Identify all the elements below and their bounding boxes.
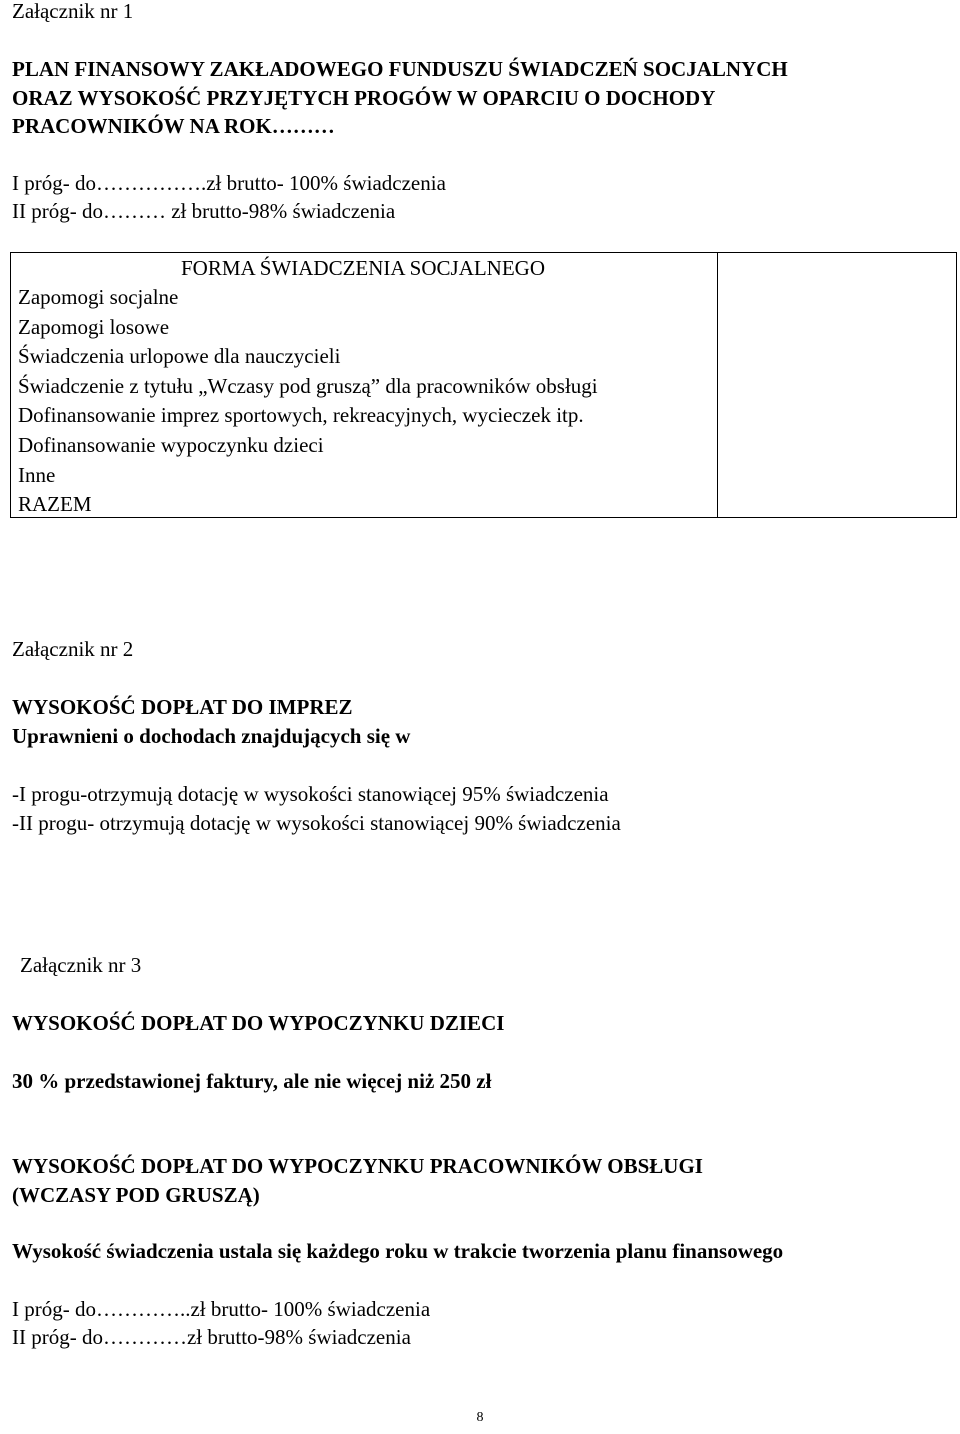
annex3-threshold-2: II próg- do…………zł brutto-98% świadczenia [12, 1325, 411, 1349]
page-number: 8 [476, 1410, 484, 1425]
annex2-line-1: -I progu-otrzymują dotację w wysokości stanowiącej 95% świadczenia [12, 782, 609, 806]
annex3-amount: 30 % przedstawionej faktury, ale nie więcej niż 250 zł [12, 1069, 492, 1093]
benefits-table-header: FORMA ŚWIADCZENIA SOCJALNEGO [180, 256, 546, 280]
benefits-table-row: Inne [18, 463, 56, 487]
benefits-table-row: Dofinansowanie wypoczynku dzieci [18, 433, 324, 457]
annex1-label: Załącznik nr 1 [12, 0, 134, 23]
annex1-threshold-1: I próg- do…………….zł brutto- 100% świadczenia [12, 171, 446, 195]
annex3-heading2-line-2: (WCZASY POD GRUSZĄ) [12, 1183, 260, 1207]
annex2-line-2: -II progu- otrzymują dotację w wysokości stanowiącej 90% świadczenia [12, 811, 621, 835]
benefits-table-value-cell [716, 252, 957, 518]
benefits-table-row-total: RAZEM [18, 492, 92, 516]
benefits-table-row: Świadczenia urlopowe dla nauczycieli [18, 344, 341, 368]
annex3-label: Załącznik nr 3 [20, 953, 142, 977]
benefits-table-row: Zapomogi socjalne [18, 285, 179, 309]
annex1-threshold-2: II próg- do……… zł brutto-98% świadczenia [12, 199, 396, 223]
annex3-note: Wysokość świadczenia ustala się każdego roku w trakcie tworzenia planu finansowego [12, 1239, 784, 1263]
annex1-title-line-3: PRACOWNIKÓW NA ROK……… [12, 114, 335, 138]
annex2-subheading: Uprawnieni o dochodach znajdujących się w [12, 724, 411, 748]
annex3-heading: WYSOKOŚĆ DOPŁAT DO WYPOCZYNKU DZIECI [12, 1011, 505, 1035]
annex1-title-line-1: PLAN FINANSOWY ZAKŁADOWEGO FUNDUSZU ŚWIADCZEŃ SOCJALNYCH [12, 57, 788, 81]
annex2-heading: WYSOKOŚĆ DOPŁAT DO IMPREZ [12, 695, 353, 719]
benefits-table [10, 252, 958, 518]
annex2-label: Załącznik nr 2 [12, 637, 134, 661]
annex3-threshold-1: I próg- do…………..zł brutto- 100% świadczenia [12, 1297, 431, 1321]
benefits-table-row: Zapomogi losowe [18, 315, 170, 339]
benefits-table-row: Dofinansowanie imprez sportowych, rekreacyjnych, wycieczek itp. [18, 403, 584, 427]
annex3-heading2-line-1: WYSOKOŚĆ DOPŁAT DO WYPOCZYNKU PRACOWNIKÓW OBSŁUGI [12, 1154, 703, 1178]
benefits-table-row: Świadczenie z tytułu „Wczasy pod gruszą” dla pracowników obsługi [18, 374, 598, 398]
annex1-title-line-2: ORAZ WYSOKOŚĆ PRZYJĘTYCH PROGÓW W OPARCIU O DOCHODY [12, 86, 716, 110]
